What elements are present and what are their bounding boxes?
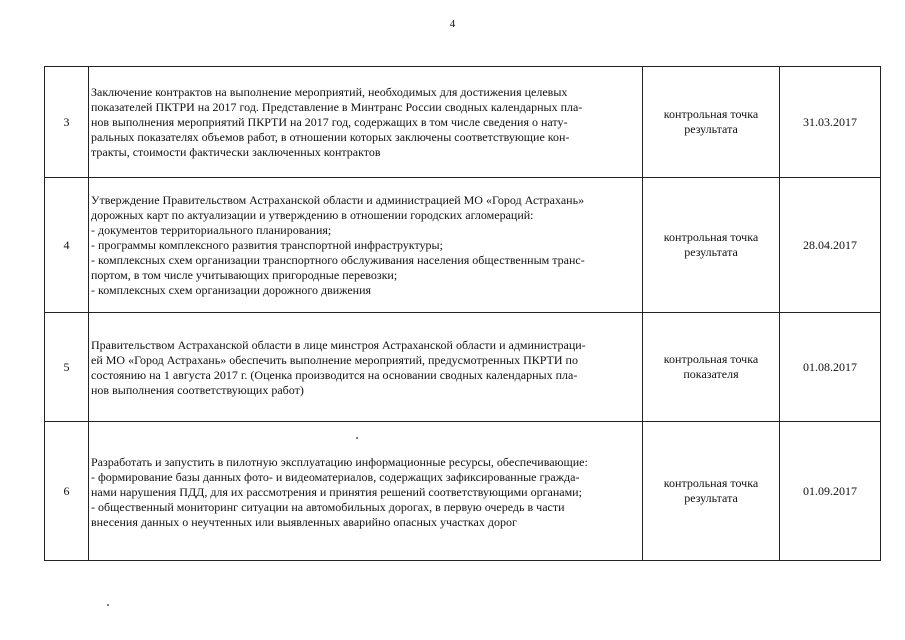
row-date: 01.08.2017: [780, 313, 881, 422]
type-line: результата: [684, 245, 738, 259]
description-line: состоянию на 1 августа 2017 г. (Оценка производится на основании сводных календарных пла-: [91, 368, 578, 382]
description-line: портом, в том числе учитывающих пригородные перевозки;: [91, 267, 398, 282]
row-date: 01.09.2017: [780, 422, 881, 561]
table-row: [45, 422, 881, 561]
type-line: контрольная точка: [663, 107, 759, 121]
description-line: тракты, стоимости фактически заключенных контрактов: [91, 144, 381, 159]
page-number: 4: [449, 18, 456, 30]
description-line: Правительством Астраханской области в лице минстроя Астраханской области и администраци-: [91, 338, 586, 352]
description-line: нов выполнения мероприятий ПКРТИ на 2017 год, содержащих в том числе сведения о нату-: [91, 114, 568, 129]
row-description: [89, 67, 643, 178]
description-line: - программы комплексного развития транспортной инфраструктуры;: [91, 237, 443, 252]
description-line: Разработать и запустить в пилотную эксплуатацию информационные ресурсы, обеспечивающие:: [91, 454, 588, 469]
description-line: дорожных карт по актуализации и утверждению в отношении городских агломераций:: [91, 207, 534, 222]
row-control-point-type: [643, 178, 780, 313]
description-line: показателей ПКТРИ на 2017 год. Представление в Минтранс России сводных календарных пла-: [91, 99, 583, 114]
row-description: [89, 313, 643, 422]
row-number: 3: [45, 67, 89, 178]
description-line: - общественный мониторинг ситуации на автомобильных дорогах, в первую очередь в части: [91, 499, 565, 514]
row-control-point-type: [643, 422, 780, 561]
scan-speck: [356, 437, 358, 439]
row-number: 4: [45, 178, 89, 313]
type-line: результата: [684, 122, 738, 136]
description-line: внесения данных о неучтенных или выявленных аварийно опасных участках дорог: [91, 514, 517, 529]
row-control-point-type: [643, 67, 780, 178]
description-line: - документов территориального планирования;: [91, 222, 332, 237]
row-description: [89, 422, 643, 561]
description-line: нов выполнения соответствующих работ): [91, 383, 304, 397]
table-row: [45, 313, 881, 422]
type-line: результата: [684, 491, 738, 505]
description-line: Заключение контрактов на выполнение мероприятий, необходимых для достижения целевых: [91, 84, 568, 99]
table-row: [45, 67, 881, 178]
type-line: контрольная точка: [663, 352, 759, 366]
description-line: ей МО «Город Астрахань» обеспечить выполнение мероприятий, предусмотренных ПКРТИ по: [91, 353, 578, 367]
description-line: - комплексных схем организации дорожного движения: [91, 282, 372, 297]
description-line: нами нарушения ПДД, для их рассмотрения и принятия решений соответствующими органами;: [91, 484, 582, 499]
table-row: [45, 178, 881, 313]
type-line: контрольная точка: [663, 230, 759, 244]
type-line: контрольная точка: [663, 476, 759, 490]
control-points-table: [44, 66, 881, 561]
row-date: 28.04.2017: [780, 178, 881, 313]
type-line: показателя: [683, 367, 739, 381]
description-line: - формирование базы данных фото- и видеоматериалов, содержащих зафиксированные гражда-: [91, 469, 580, 484]
description-line: Утверждение Правительством Астраханской области и администрацией МО «Город Астрахань»: [91, 192, 585, 207]
row-number: 6: [45, 422, 89, 561]
description-line: ральных показателях объемов работ, в отношении которых заключены соответствующие кон-: [91, 129, 570, 144]
description-line: - комплексных схем организации транспортного обслуживания населения общественным транс-: [91, 252, 585, 267]
row-date: 31.03.2017: [780, 67, 881, 178]
row-control-point-type: [643, 313, 780, 422]
row-description: [89, 178, 643, 313]
row-number: 5: [45, 313, 89, 422]
scan-speck: [107, 604, 109, 606]
